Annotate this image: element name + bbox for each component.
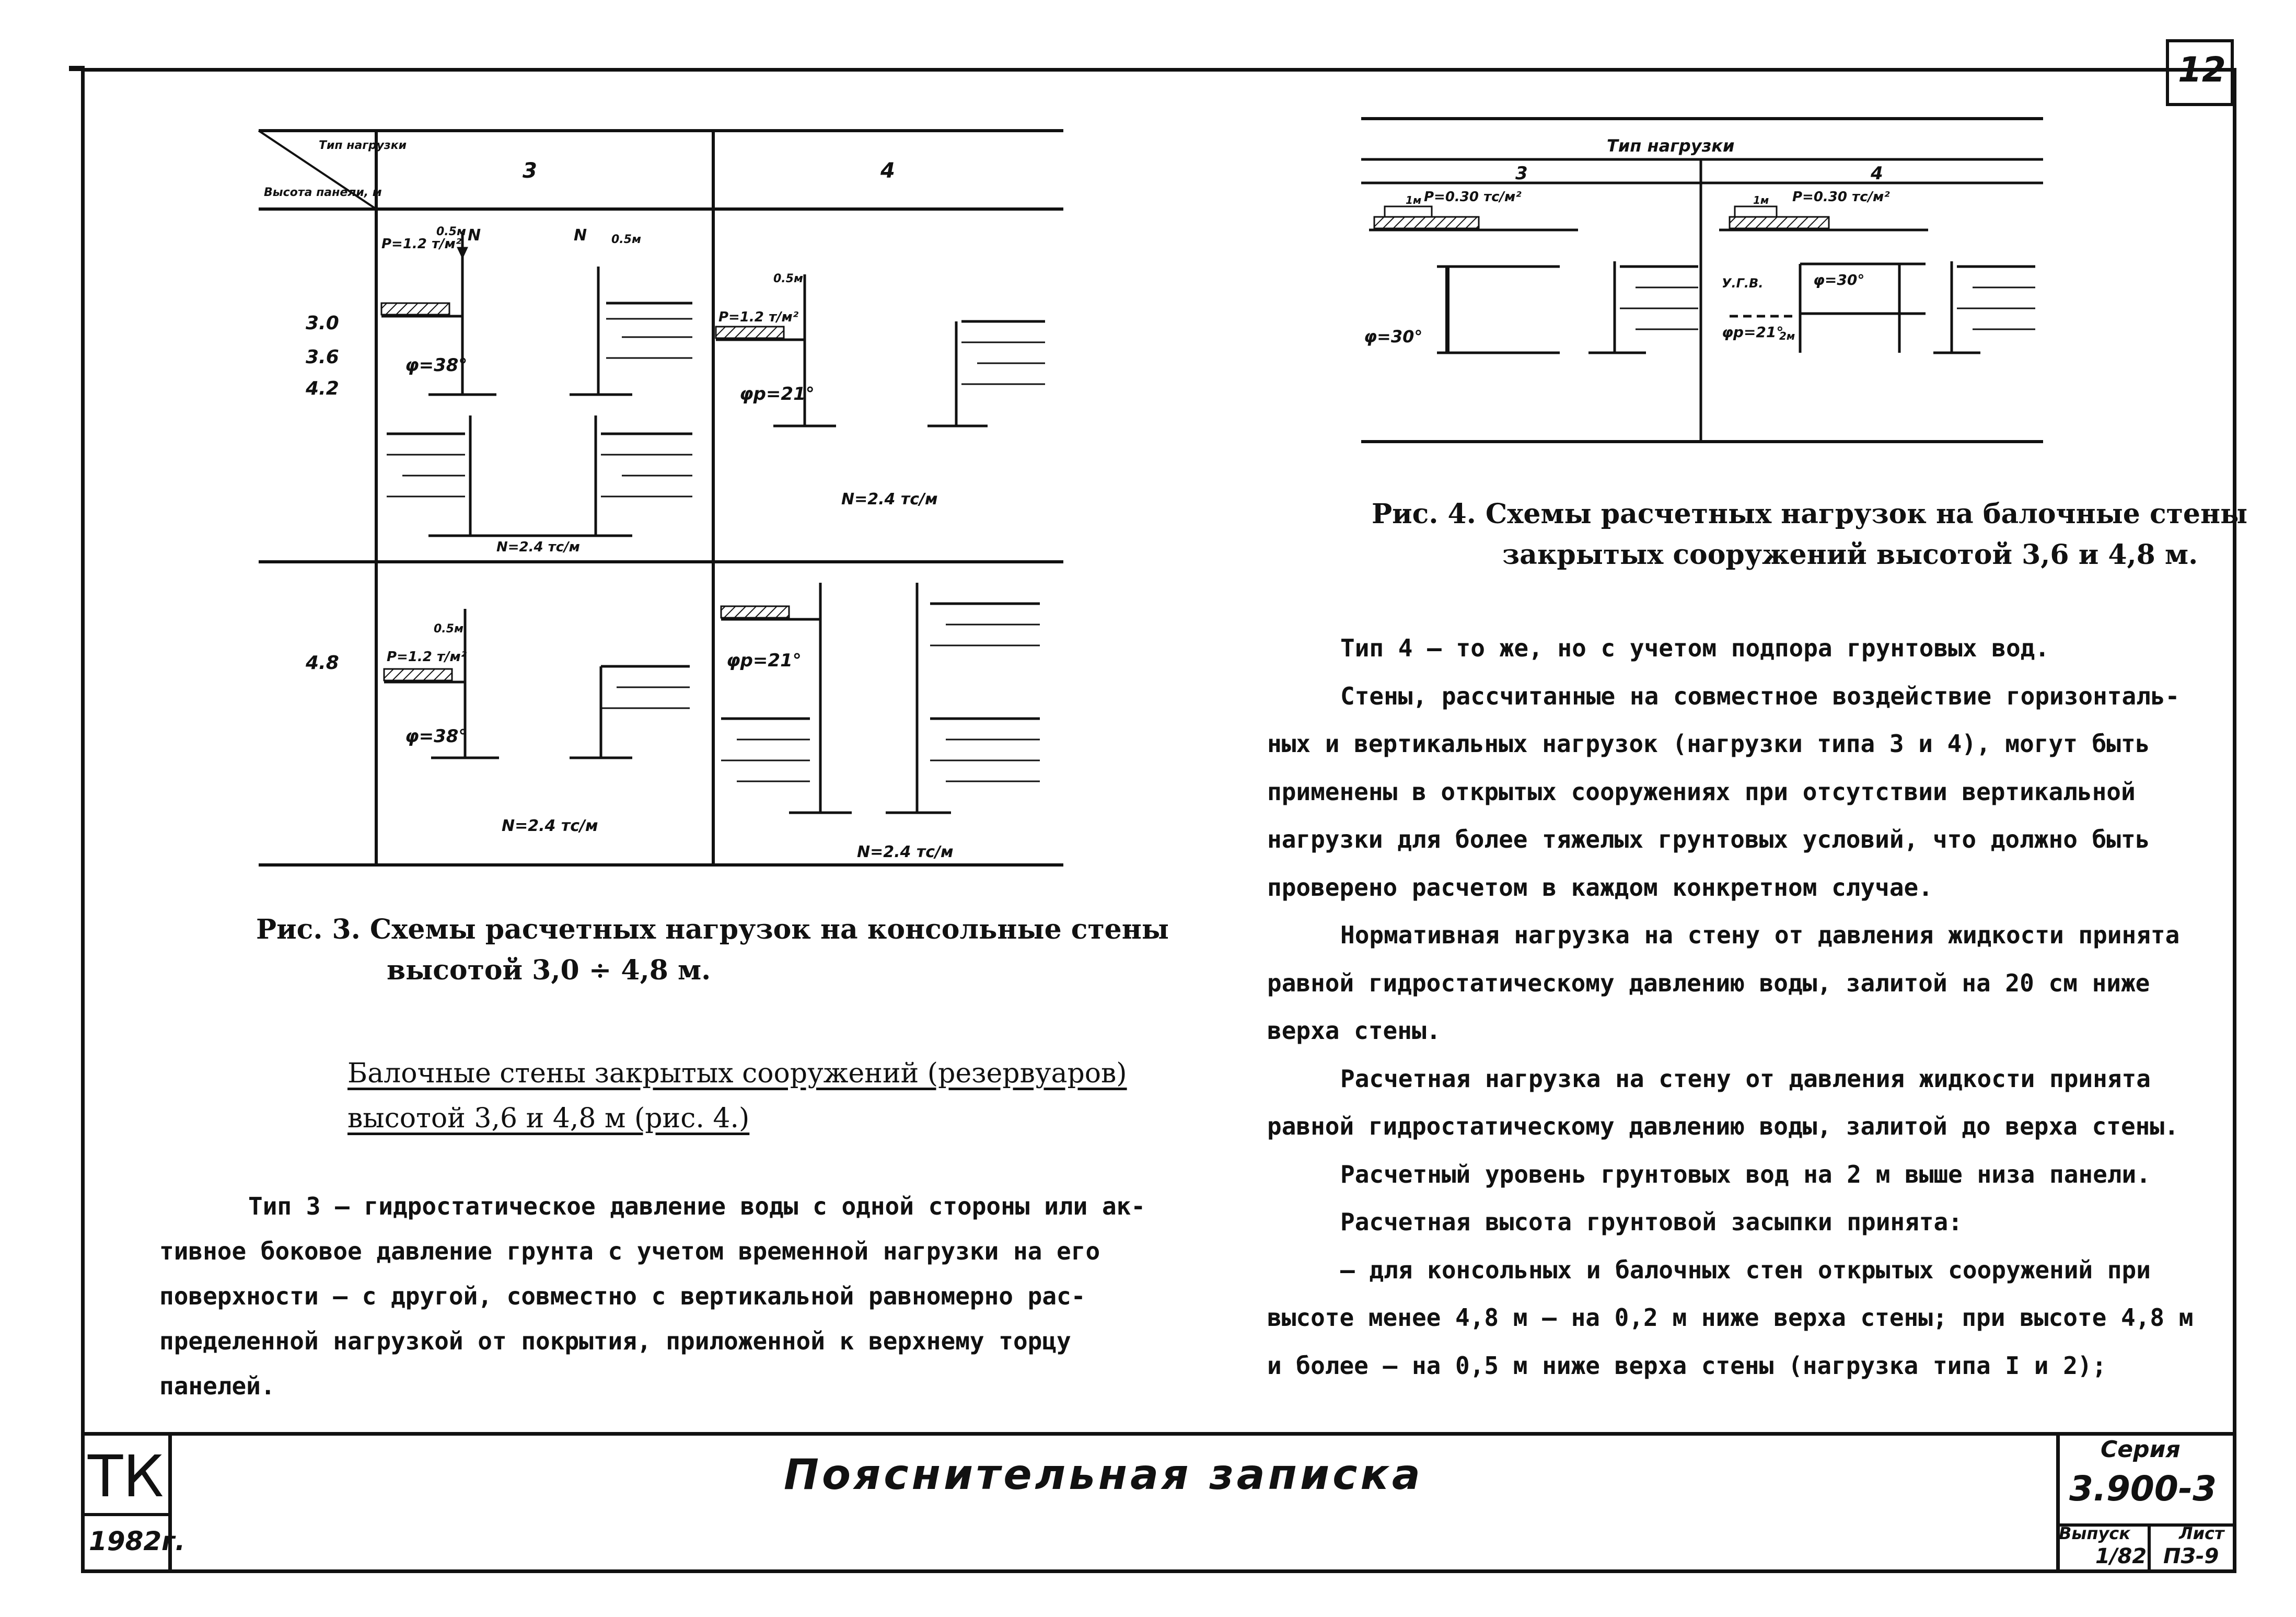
fig3-row1-height-b: 3.6 (306, 346, 339, 368)
fig4-col3-header: 3 (1515, 163, 1528, 184)
fig4-caption (1372, 494, 2247, 575)
fig4-col4-header: 4 (1871, 163, 1883, 184)
fig4-p3: P=0.30 тс/м² (1424, 189, 1522, 205)
right-line-6: проверено расчетом в каждом конкретном случае. (1267, 873, 1933, 902)
document-title: Пояснительная записка (784, 1450, 1423, 1499)
fig4-phi3: φ=30° (1364, 327, 1423, 346)
fig3-phi-b: φp=21° (739, 384, 815, 405)
fig3-row1-height-c: 4.2 (306, 378, 339, 399)
fig4-dim1-b: 1м (1753, 194, 1769, 206)
fig4-header: Тип нагрузки (1607, 136, 1735, 156)
fig3-caption-line2: высотой 3,0 ÷ 4,8 м. (387, 954, 711, 986)
fig3-n-value-b: N=2.4 тс/м (841, 490, 938, 509)
right-line-10: Расчетная нагрузка на стену от давления жидкости принята (1340, 1064, 2151, 1093)
left-line-3: поверхности – с другой, совместно с вертикальной равномерно рас- (159, 1282, 1086, 1310)
vypusk-value: 1/82 (2095, 1544, 2147, 1568)
title-block-right-divider (2056, 1432, 2060, 1573)
right-line-11: равной гидростатическому давлению воды, залитой до верха стены. (1267, 1112, 2179, 1140)
title-block-list-divider (2148, 1523, 2151, 1573)
right-line-4: применены в открытых сооружениях при отсутствии вертикальной (1267, 777, 2136, 806)
seria-label: Серия (2101, 1436, 2181, 1463)
right-line-15: высоте менее 4,8 м – на 0,2 м ниже верха стены; при высоте 4,8 м (1267, 1303, 2194, 1332)
right-line-16: и более – на 0,5 м ниже верха стены (нагрузка типа I и 2); (1267, 1351, 2107, 1380)
title-block-tk-divider (81, 1513, 170, 1516)
fig3-col4-header: 4 (880, 159, 895, 183)
left-line-5: панелей. (159, 1372, 275, 1400)
fig3-p-label-a: P=1.2 т/м² (381, 236, 462, 252)
seria-value: 3.900-3 (2069, 1469, 2217, 1509)
right-line-13: Расчетная высота грунтовой засыпки принята: (1340, 1208, 1963, 1236)
section-heading (347, 1053, 1127, 1139)
fig4-dim1-a: 1м (1406, 194, 1422, 206)
left-line-2: тивное боковое давление грунта с учетом временной нагрузки на его (159, 1237, 1100, 1265)
fig3-n-value-c: N=2.4 тс/м (502, 817, 598, 835)
fig3-p-label-c: P=1.2 т/м² (387, 649, 467, 665)
fig3-cell-r2-c4 (721, 583, 1040, 813)
right-line-14: – для консольных и балочных стен открытых сооружений при (1340, 1255, 2151, 1284)
right-line-8: равной гидростатическому давлению воды, залитой на 20 см ниже (1267, 968, 2150, 997)
fig4-caption-line1: Рис. 4. Схемы расчетных нагрузок на балочные стены (1372, 498, 2248, 530)
left-paragraph (159, 1184, 1145, 1408)
fig3-corner-bottom: Высота панели, м (264, 186, 382, 199)
fig4-dim2: 2м (1779, 330, 1795, 342)
fig4-ugv: У.Г.В. (1722, 276, 1764, 291)
fig3-n-a: N (468, 226, 481, 245)
fig4-p4: P=0.30 тс/м² (1792, 189, 1890, 205)
fig3-dim05-a: 0.5м (436, 225, 466, 238)
right-line-1: Тип 4 – то же, но с учетом подпора грунтовых вод. (1340, 634, 2050, 662)
fig4-caption-line2: закрытых сооружений высотой 3,6 и 4,8 м. (1502, 539, 2198, 571)
fig3-diagram (256, 123, 1082, 870)
fig3-p-label-b: P=1.2 т/м² (718, 309, 799, 325)
tk-logo: ТК (88, 1443, 164, 1510)
fig3-caption (256, 909, 1169, 991)
section-heading-line2: высотой 3,6 и 4,8 м (рис. 4.) (347, 1103, 750, 1134)
right-line-3: ных и вертикальных нагрузок (нагрузки типа 3 и 4), могут быть (1267, 730, 2150, 758)
fig3-corner-top: Тип нагрузки (319, 139, 407, 152)
fig3-cell-r1-c3 (381, 233, 692, 536)
right-line-9: верха стены. (1267, 1017, 1441, 1045)
fig3-n-b: N (574, 226, 587, 245)
frame-corner-mark (69, 66, 85, 71)
right-line-12: Расчетный уровень грунтовых вод на 2 м выше низа панели. (1340, 1160, 2151, 1188)
fig4-phi4a: φ=30° (1813, 271, 1865, 288)
list-value: ПЗ-9 (2163, 1544, 2219, 1568)
left-line-4: пределенной нагрузкой от покрытия, приложенной к верхнему торцу (159, 1327, 1071, 1355)
fig3-dim05-c: 0.5м (773, 272, 803, 285)
list-label: Лист (2179, 1523, 2224, 1543)
fig3-phi-d: φp=21° (726, 650, 802, 671)
fig3-row1-height-a: 3.0 (306, 313, 339, 334)
fig4-diagram (1353, 112, 2054, 452)
fig3-dim05-d: 0.5м (434, 622, 463, 636)
right-paragraphs (1267, 625, 2193, 1390)
right-line-5: нагрузки для более тяжелых грунтовых условий, что должно быть (1267, 825, 2150, 853)
fig3-phi-a: φ=38° (405, 355, 468, 376)
page-number: 12 (2178, 50, 2226, 90)
fig4-phi4b: φp=21° (1722, 324, 1784, 341)
fig3-n-value-d: N=2.4 тс/м (857, 843, 954, 861)
section-heading-line1: Балочные стены закрытых сооружений (резервуаров) (347, 1058, 1127, 1089)
fig3-caption-line1: Рис. 3. Схемы расчетных нагрузок на консольные стены (256, 914, 1169, 945)
fig3-phi-c: φ=38° (405, 726, 468, 747)
fig3-dim05-b: 0.5м (611, 233, 641, 246)
vypusk-label: Выпуск (2059, 1523, 2130, 1543)
fig3-row2-height: 4.8 (306, 652, 339, 674)
left-line-1: Тип 3 – гидростатическое давление воды с одной стороны или ак- (248, 1192, 1146, 1220)
right-line-7: Нормативная нагрузка на стену от давления жидкости принята (1340, 921, 2180, 949)
fig3-n-value-a: N=2.4 тс/м (496, 539, 580, 555)
right-line-2: Стены, рассчитанные на совместное воздействие горизонталь- (1340, 682, 2180, 710)
title-block-top-rule (81, 1432, 2236, 1436)
year: 1982г. (89, 1526, 185, 1556)
fig3-col3-header: 3 (523, 159, 537, 183)
